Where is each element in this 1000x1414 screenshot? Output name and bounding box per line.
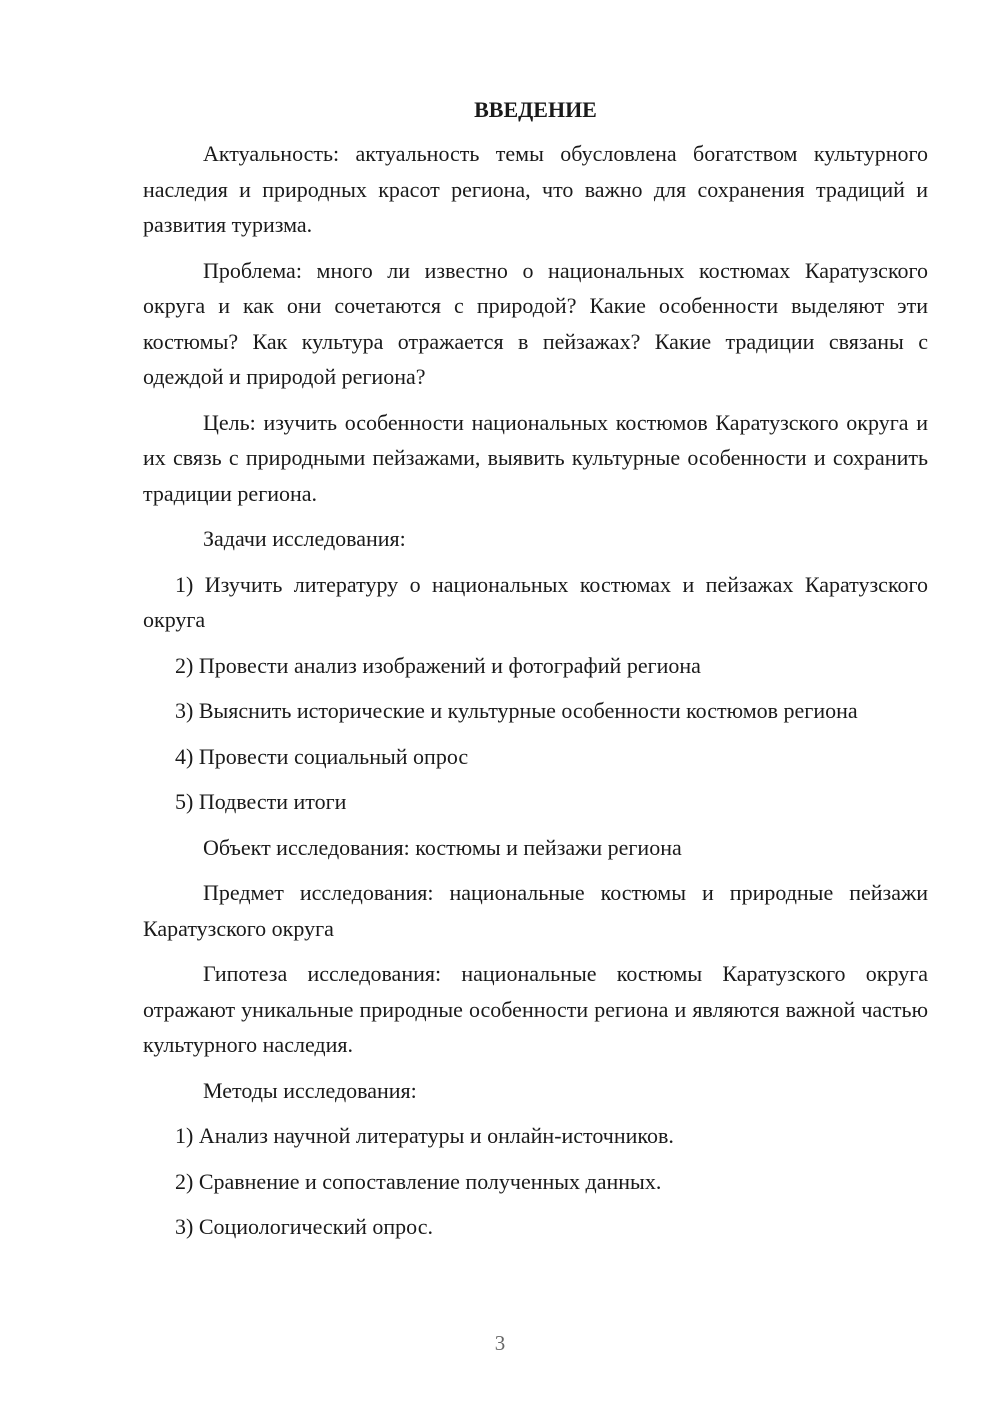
task-item-5: 5) Подвести итоги bbox=[175, 789, 347, 814]
task-item-3: 3) Выяснить исторические и культурные особенности костюмов региона bbox=[175, 698, 858, 723]
subject-paragraph: Предмет исследования: национальные костюмы и природные пейзажи Каратузского округа bbox=[143, 880, 928, 941]
page-content bbox=[143, 92, 928, 1255]
task-item-1: 1) Изучить литературу о национальных костюмах и пейзажах Каратузского округа bbox=[143, 571, 928, 632]
relevance-paragraph: Актуальность: актуальность темы обусловлена богатством культурного наследия и природных красот региона, что важно для сохранения традиций и развития туризма. bbox=[143, 141, 928, 237]
method-item-3: 3) Социологический опрос. bbox=[175, 1214, 433, 1239]
method-item-2: 2) Сравнение и сопоставление полученных данных. bbox=[175, 1168, 662, 1194]
object-paragraph: Объект исследования: костюмы и пейзажи региона bbox=[203, 834, 682, 860]
methods-title: Методы исследования: bbox=[203, 1077, 417, 1103]
goal-paragraph: Цель: изучить особенности национальных костюмов Каратузского округа и их связь с природными пейзажами, выявить культурные особенности и сохранить традиции региона. bbox=[143, 409, 928, 506]
hypothesis-paragraph: Гипотеза исследования: национальные костюмы Каратузского округа отражают уникальные природные особенности региона и являются важной частью культурного наследия. bbox=[143, 961, 928, 1057]
method-item-1: 1) Анализ научной литературы и онлайн-источников. bbox=[175, 1123, 674, 1148]
task-item-4: 4) Провести социальный опрос bbox=[175, 743, 469, 769]
page-number: 3 bbox=[494, 1331, 506, 1355]
tasks-title: Задачи исследования: bbox=[203, 526, 406, 551]
task-item-2: 2) Провести анализ изображений и фотографий региона bbox=[175, 652, 701, 678]
problem-paragraph: Проблема: много ли известно о национальных костюмах Каратузского округа и как они сочетаются с природой? Какие особенности выделяют эти костюмы? Как культура отражается в пейзажах? Какие традиции связаны с одеждой и природой региона? bbox=[143, 257, 928, 389]
section-heading: ВВЕДЕНИЕ bbox=[474, 97, 597, 122]
